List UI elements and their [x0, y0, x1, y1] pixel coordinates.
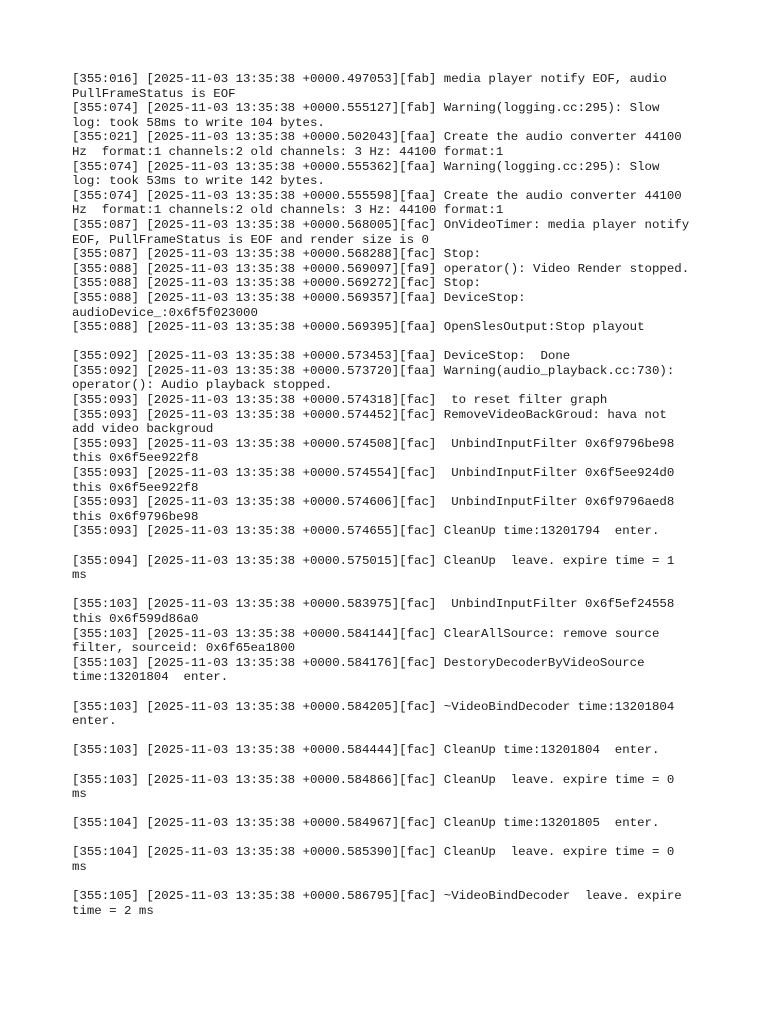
- log-text: [355:016] [2025-11-03 13:35:38 +0000.497053][fab] media player notify EOF, audio PullFrameStatus is EOF [355:074] [2025-11-03 13:35:38 +0000.555127][fab] Warning(logging.cc:295): Slow log: took 58ms to write 104 bytes. [355:021] [2025-11-03 13:35:38 +0000.502043][faa] Create the audio converter 44100 Hz format:1 channels:2 old channels: 3 Hz: 44100 format:1 [355:074] [2025-11-03 13:35:38 +0000.555362][faa] Warning(logging.cc:295): Slow log: took 53ms to write 142 bytes. [355:074] [2025-11-03 13:35:38 +0000.555598][faa] Create the audio converter 44100 Hz format:1 channels:2 old channels: 3 Hz: 44100 format:1 [355:087] [2025-11-03 13:35:38 +0000.568005][fac] OnVideoTimer: media player notify EOF, PullFrameStatus is EOF and render size is 0 [355:087] [2025-11-03 13:35:38 +0000.568288][fac] Stop: [355:088] [2025-11-03 13:35:38 +0000.569097][fa9] operator(): Video Render stopped. [355:088] [2025-11-03 13:35:38 +0000.569272][fac] Stop: [355:088] [2025-11-03 13:35:38 +0000.569357][faa] DeviceStop: audioDevice_:0x6f5f023000 [355:088] [2025-11-03 13:35:38 +0000.569395][faa] OpenSlesOutput:Stop playout [355:092] [2025-11-03 13:35:38 +0000.573453][faa] DeviceStop: Done [355:092] [2025-11-03 13:35:38 +0000.573720][faa] Warning(audio_playback.cc:730): operator(): Audio playback stopped. [355:093] [2025-11-03 13:35:38 +0000.574318][fac] to reset filter graph [355:093] [2025-11-03 13:35:38 +0000.574452][fac] RemoveVideoBackGroud: hava not add video backgroud [355:093] [2025-11-03 13:35:38 +0000.574508][fac] UnbindInputFilter 0x6f9796be98 this 0x6f5ee922f8 [355:093] [2025-11-03 13:35:38 +0000.574554][fac] UnbindInputFilter 0x6f5ee924d0 this 0x6f5ee922f8 [355:093] [2025-11-03 13:35:38 +0000.574606][fac] UnbindInputFilter 0x6f9796aed8 this 0x6f9796be98 [355:093] [2025-11-03 13:35:38 +0000.574655][fac] CleanUp time:13201794 enter. [355:094] [2025-11-03 13:35:38 +0000.575015][fac] CleanUp leave. expire time = 1 ms [355:103] [2025-11-03 13:35:38 +0000.583975][fac] UnbindInputFilter 0x6f5ef24558 this 0x6f599d86a0 [355:103] [2025-11-03 13:35:38 +0000.584144][fac] ClearAllSource: remove source filter, sourceid: 0x6f65ea1800 [355:103] [2025-11-03 13:35:38 +0000.584176][fac] DestoryDecoderByVideoSource time:13201804 enter. [355:103] [2025-11-03 13:35:38 +0000.584205][fac] ~VideoBindDecoder time:13201804 enter. [355:103] [2025-11-03 13:35:38 +0000.584444][fac] CleanUp time:13201804 enter. [355:103] [2025-11-03 13:35:38 +0000.584866][fac] CleanUp leave. expire time = 0 ms [355:104] [2025-11-03 13:35:38 +0000.584967][fac] CleanUp time:13201805 enter. [355:104] [2025-11-03 13:35:38 +0000.585390][fac] CleanUp leave. expire time = 0 ms [355:105] [2025-11-03 13:35:38 +0000.586795][fac] ~VideoBindDecoder leave. expire time = 2 ms: [72, 72, 690, 918]
- document-page: [72, 72, 712, 918]
